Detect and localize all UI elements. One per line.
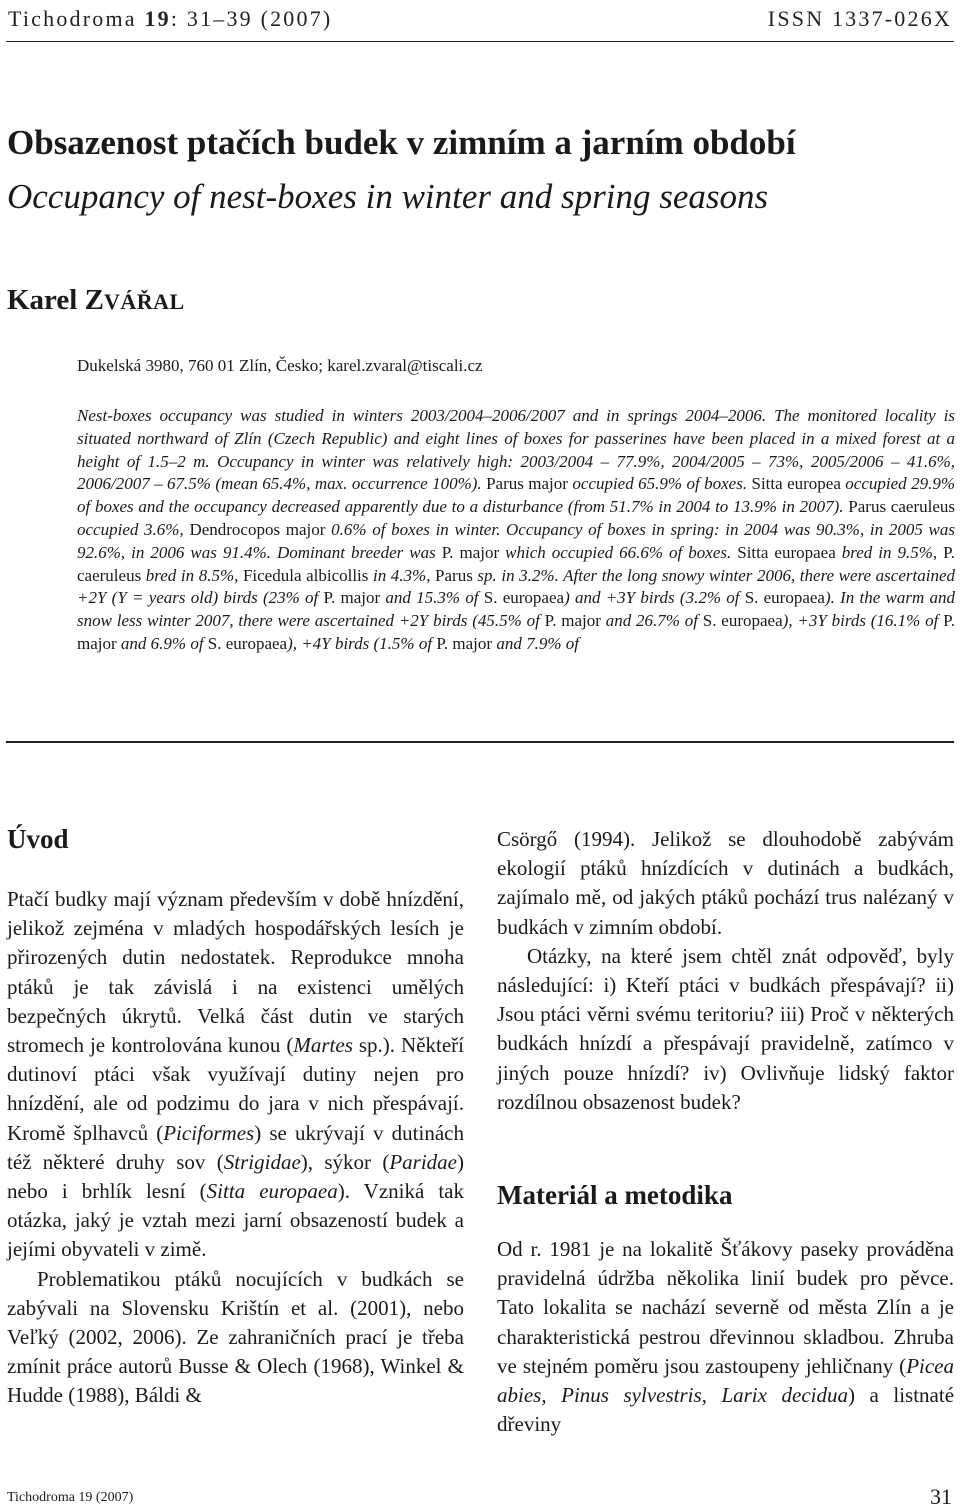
taxon-name: Paridae [389, 1149, 457, 1174]
species-name: Parus caeruleus [848, 497, 955, 517]
page-number: 31 [930, 1484, 952, 1509]
abstract-text: and 6.9% of [116, 633, 208, 653]
taxon-name: Strigidae [223, 1149, 301, 1174]
taxon-name: Piciformes [163, 1120, 255, 1145]
taxon-name: Larix decidua [721, 1383, 848, 1408]
author-address: Dukelská 3980, 760 01 Zlín, Česko; karel.zvaral@tiscali.cz [77, 356, 483, 375]
species-name: P. major [323, 588, 381, 608]
body-text: ) nebo i brhlík lesní ( [7, 1149, 464, 1204]
header-divider [6, 41, 954, 42]
section-divider [6, 741, 954, 743]
abstract-text: occupied 29.9% of boxes and the occupancy decreased apparently due to a disturbance (from 51.7% in 2004 to 13.9% in 2007). [77, 474, 955, 517]
species-name: P. major [441, 542, 500, 562]
journal-volume: 19 [144, 6, 171, 31]
species-name: P. caeruleus [77, 542, 955, 585]
species-name: Sitta europaea [737, 542, 836, 562]
methods-paragraph-1 [497, 1235, 954, 1439]
taxon-name: Picea abies [497, 1353, 954, 1408]
body-text: ). Vzniká tak otázka, jaký je vztah mezi jarní obsazeností budek a jejími obyvateli v zimě. [7, 1179, 464, 1262]
body-text: , [541, 1383, 562, 1408]
title-english: Occupancy of nest-boxes in winter and spring seasons [7, 177, 769, 216]
abstract-text: Nest-boxes occupancy was studied in winters 2003/2004–2006/2007 and in springs 2004–2006. The monitored locality is situated northward of Zlín (Czech Republic) and eight lines of boxes for passerines have been placed in a mixed forest at a height of 1.5–2 m. Occupancy in winter was relatively high: 2003/2004 – 77.9%, 2004/2005 – 73%, 2005/2006 – 41.6%, 2006/2007 – 67.5% (mean 65.4%, max. occurrence 100%). [77, 406, 955, 494]
abstract-text: ). In the warm and snow less winter 2007, there were ascertained +2Y birds (45.5% of [77, 588, 955, 631]
author-last: VÁŘAL [103, 289, 185, 314]
abstract-text: ), +3Y birds (16.1% of [782, 611, 944, 631]
species-name: Sitta europea [751, 474, 841, 494]
abstract-text: occupied 3.6%, [77, 519, 190, 539]
title-czech: Obsazenost ptačích budek v zimním a jarním období [7, 123, 796, 162]
intro-paragraph-1 [7, 885, 464, 1265]
species-name: Parus major [486, 474, 568, 494]
species-name: S. europaea [702, 611, 783, 631]
intro-paragraph-2: Problematikou ptáků nocujících v budkách se zabývali na Slovensku Krištín et al. (2001), nebo Veľký (2002, 2006). Ze zahraničních prací je třeba zmínit práce autorů Busse & Olech (1968), Winkel & Hudde (1988), Báldi & [7, 1266, 464, 1408]
intro-paragraph-3: Csörgő (1994). Jelikož se dlouhodobě zabývám ekologií ptáků hnízdících v dutinách a budkách, zajímalo mě, od jakých ptáků pochází trus nalézaný v budkách v zimním období. [497, 827, 954, 939]
column-right-bottom [497, 1235, 954, 1439]
abstract-text: occupied 65.9% of boxes. [567, 474, 752, 494]
abstract-text: sp. in 3.2%. After the long snowy winter 2006, there were ascertained +2Y (Y = years old) birds (23% of [77, 565, 955, 608]
species-name: S. europaea [207, 633, 288, 653]
taxon-name: Pinus sylvestris [561, 1383, 702, 1408]
journal-name: Tichodroma [8, 6, 137, 31]
author-name [7, 284, 185, 317]
species-name: S. europaea [483, 588, 565, 608]
column-right-top [497, 825, 954, 1117]
taxon-name: Martes [293, 1033, 353, 1058]
species-name: P. major [544, 611, 601, 631]
species-name: Parus [435, 565, 473, 585]
body-text: Od r. 1981 je na lokalitě Šťákovy paseky prováděna pravidelná údržba několika linií budek pro pěvce. Tato lokalita se nachází severně od města Zlín a je charakteristická pestrou dřevinnou skladbou. Zhruba ve stejném poměru jsou zastoupeny jehličnany ( [497, 1237, 954, 1378]
species-name: P. major [77, 611, 955, 653]
abstract-text: bred in 8.5%, [141, 565, 243, 585]
abstract-text: in 4.3%, [368, 565, 436, 585]
abstract-text: and 7.9% of [492, 633, 579, 653]
body-text: ) se ukrývají v dutinách též některé druhy sov ( [7, 1120, 464, 1174]
abstract-text: which occupied 66.6% of boxes. [499, 542, 738, 562]
abstract-text: and 26.7% of [600, 611, 703, 631]
body-text: ), sýkor ( [300, 1149, 390, 1174]
author-first: Karel Z [7, 284, 104, 316]
heading-material-methods: Materiál a metodika [497, 1180, 733, 1210]
abstract-text: and 15.3% of [380, 588, 484, 608]
running-header-journal [8, 6, 332, 32]
species-name: S. europaea [744, 588, 825, 608]
abstract [77, 405, 955, 656]
abstract-text: ) and +3Y birds (3.2% of [564, 588, 745, 608]
abstract-text: ), +4Y birds (1.5% of [287, 633, 437, 653]
species-name: Ficedula albicollis [242, 565, 369, 585]
body-text: ) a listnaté dřeviny [497, 1383, 955, 1437]
journal-pages: : 31–39 (2007) [170, 6, 333, 31]
heading-uvod: Úvod [7, 824, 69, 854]
abstract-text: bred in 9.5%, [835, 542, 944, 562]
body-text: Ptačí budky mají význam především v době hnízdění, jelikož zejména v mladých hospodářských lesích je přirozených dutin nedostatek. Reprodukce mnoha ptáků je tak závislá i na existenci umělých bezpečných úkrytů. Velká část dutin ve starých stromech je kontrolována kunou ( [7, 887, 464, 1058]
column-left [7, 885, 464, 1411]
abstract-text: 0.6% of boxes in winter. Occupancy of boxes in spring: in 2004 was 90.3%, in 2005 was 92.6%, in 2006 was 91.4%. Dominant breeder was [77, 519, 955, 562]
intro-paragraph-4: Otázky, na které jsem chtěl znát odpověď, byly následující: i) Kteří ptáci v budkách přespávají? ii) Jsou ptáci věrni svému teritoriu? iii) Proč v některých budkách hnízdí a přespávají pravidelně, zatímco v jiných pouze hnízdí? iv) Ovlivňuje lidský faktor rozdílnou obsazenost budek? [497, 943, 954, 1114]
running-header-issn: ISSN 1337-026X [767, 6, 952, 31]
species-name: P. major [436, 633, 493, 653]
taxon-name: Sitta europaea [206, 1179, 338, 1204]
body-text: , [701, 1383, 722, 1408]
species-name: Dendrocopos major [189, 519, 326, 539]
body-text: sp.). Někteří dutinoví ptáci však využívají dutiny nejen pro hnízdění, ale od podzimu do jara v nich přespávají. Kromě šplhavců ( [7, 1033, 464, 1145]
footer-journal: Tichodroma 19 (2007) [7, 1490, 134, 1505]
